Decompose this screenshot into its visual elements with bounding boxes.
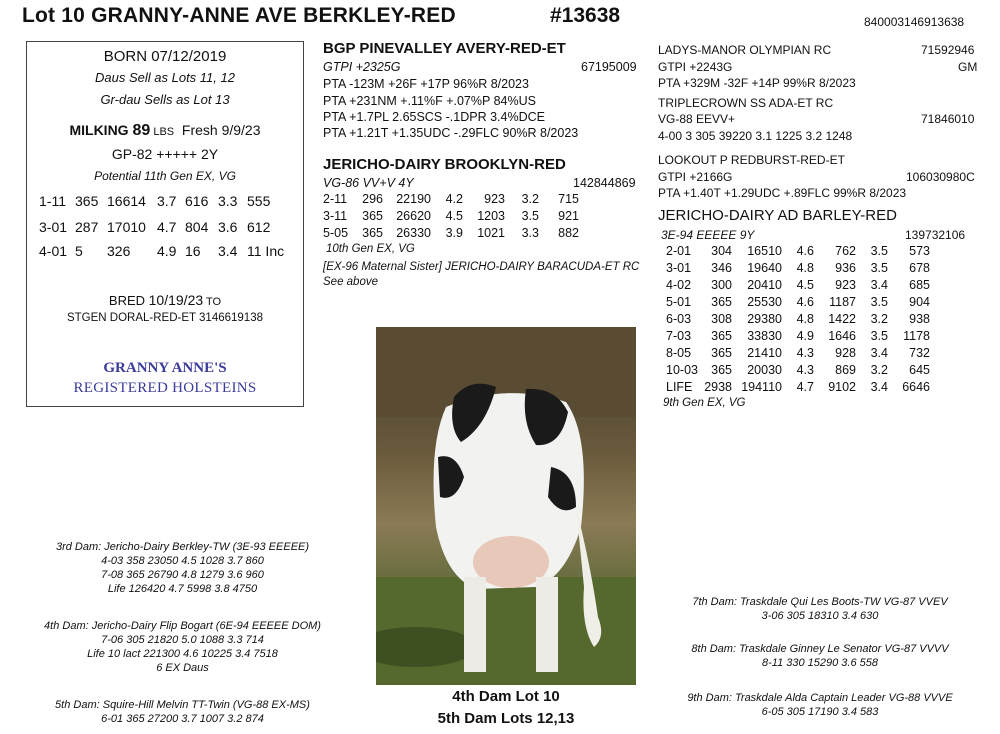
- pedigree-title: 5th Dam: Squire-Hill Melvin TT-Twin (VG-88 EX-MS): [55, 699, 310, 711]
- see-above-note: See above: [323, 276, 378, 288]
- rec-age: 3-01: [666, 261, 692, 275]
- pedigree-8th-dam: [650, 642, 990, 670]
- rec-pro: 645: [909, 363, 930, 377]
- rec-fat: 928: [835, 346, 856, 360]
- sire-gtpi: GTPI +2325G: [323, 60, 401, 74]
- pedigree-title: 4th Dam: Jericho-Dairy Flip Bogart (6E-94 EEEEE DOM): [44, 620, 321, 632]
- rec-pro-pct: 3.4: [870, 380, 888, 394]
- lot-number: #13638: [550, 4, 621, 27]
- rec-milk: 29380: [747, 312, 782, 326]
- dam-sister: [EX-96 Maternal Sister] JERICHO-DAIRY BARACUDA-ET RC: [323, 261, 640, 273]
- rec-pro-pct: 3.2: [870, 312, 888, 326]
- rec-milk: 16510: [747, 244, 782, 258]
- pedigree-line: Life 10 lact 221300 4.6 10225 3.4 7518: [87, 648, 278, 660]
- sire3-pta: PTA +1.40T +1.29UDC +.89FLC 99%R 8/2023: [658, 186, 907, 200]
- sire-pta-line: PTA +231NM +.11%F +.07%P 84%US: [323, 94, 536, 108]
- rec-pro: 6646: [902, 380, 930, 394]
- pedigree-line: 7-06 305 21820 5.0 1088 3.3 714: [101, 634, 264, 646]
- rec-pro: 612: [247, 219, 271, 235]
- record-row: [39, 193, 279, 209]
- sire2-pta: PTA +329M -32F +14P 99%R 8/2023: [658, 76, 856, 90]
- rec-days: 365: [362, 226, 383, 240]
- gdam-records: [666, 244, 930, 397]
- pedigree-line: 7-08 365 26790 4.8 1279 3.6 960: [101, 569, 264, 581]
- rec-fat-pct: 4.8: [796, 312, 814, 326]
- rec-pro: 882: [558, 226, 579, 240]
- rec-pro: 938: [909, 312, 930, 326]
- rec-fat: 9102: [828, 380, 856, 394]
- rec-fat: 1021: [477, 226, 505, 240]
- record-row: [39, 243, 293, 259]
- rec-age: 2-11: [323, 192, 348, 206]
- sire2-dam-reg: 71846010: [921, 112, 975, 126]
- brand-line-2: REGISTERED HOLSTEINS: [73, 380, 257, 396]
- rec-milk: 20410: [747, 278, 782, 292]
- rec-milk: 22190: [396, 192, 431, 206]
- rec-age: 4-01: [39, 243, 68, 259]
- rec-milk: 33830: [747, 329, 782, 343]
- rec-pro-pct: 3.2: [870, 363, 888, 377]
- milking-prefix: MILKING: [69, 122, 133, 138]
- dam-name: JERICHO-DAIRY BROOKLYN-RED: [323, 156, 566, 173]
- pedigree-title: 3rd Dam: Jericho-Dairy Berkley-TW (3E-93 EEEEE): [55, 541, 310, 553]
- bred-date: 10/19/23: [148, 292, 204, 308]
- pedigree-5th-dam: [10, 698, 355, 726]
- sire-pta-line: PTA +1.21T +1.35UDC -.29FLC 90%R 8/2023: [323, 126, 579, 140]
- sire3-name: LOOKOUT P REDBURST-RED-ET: [658, 153, 845, 167]
- rec-age: 7-03: [666, 329, 692, 343]
- sire-pta-line: PTA +1.7PL 2.65SCS -.1DPR 3.4%DCE: [323, 110, 545, 124]
- rec-fat-pct: 4.3: [796, 363, 814, 377]
- rec-fat-pct: 4.2: [445, 192, 463, 206]
- rec-milk: 19640: [747, 261, 782, 275]
- table-row: [666, 312, 930, 329]
- rec-pro: 11 Inc: [247, 243, 285, 259]
- caption-line-2: 5th Dam Lots 12,13: [437, 710, 575, 727]
- rec-pro: 715: [558, 192, 579, 206]
- lot-title: Lot 10 GRANNY-ANNE AVE BERKLEY-RED: [22, 4, 456, 27]
- sire2-gtpi: GTPI +2243G: [658, 60, 733, 74]
- pedigree-4th-dam: [10, 619, 355, 675]
- daus-note: Daus Sell as Lots 11, 12: [95, 70, 235, 85]
- rec-fat: 1422: [828, 312, 856, 326]
- rec-pro-pct: 3.4: [218, 243, 238, 259]
- rec-fat-pct: 4.8: [796, 261, 814, 275]
- rec-milk: 20030: [747, 363, 782, 377]
- pedigree-line: 3-06 305 18310 3.4 630: [761, 610, 879, 622]
- table-row: [666, 295, 930, 312]
- rec-age: 1-11: [39, 193, 66, 209]
- rec-pro-pct: 3.3: [218, 193, 238, 209]
- rec-days: 365: [711, 346, 732, 360]
- rec-days: 365: [711, 295, 732, 309]
- rec-milk: 21410: [747, 346, 782, 360]
- rec-milk: 26620: [396, 209, 431, 223]
- sire2-dam-name: TRIPLECROWN SS ADA-ET RC: [658, 96, 834, 110]
- caption-line-1: 4th Dam Lot 10: [452, 688, 560, 705]
- rec-milk: 17010: [107, 219, 146, 235]
- table-row: [323, 192, 579, 209]
- rec-fat-pct: 4.7: [157, 219, 177, 235]
- record-row: [39, 219, 279, 235]
- rec-fat-pct: 4.6: [796, 295, 814, 309]
- sire3-reg: 106030980C: [906, 170, 975, 184]
- bred-prefix: BRED: [108, 293, 149, 308]
- rec-fat-pct: 4.5: [445, 209, 463, 223]
- sire2-name: LADYS-MANOR OLYMPIAN RC: [658, 43, 832, 57]
- rec-age: 10-03: [666, 363, 698, 377]
- table-row: [666, 380, 930, 397]
- pedigree-line: Life 126420 4.7 5998 3.8 4750: [107, 583, 258, 595]
- rec-days: 300: [711, 278, 732, 292]
- milking-line: [27, 122, 303, 140]
- gdam-name: JERICHO-DAIRY AD BARLEY-RED: [658, 207, 897, 224]
- rec-pro: 904: [909, 295, 930, 309]
- table-row: [666, 329, 930, 346]
- rec-fat-pct: 4.9: [157, 243, 177, 259]
- rec-pro: 732: [909, 346, 930, 360]
- rec-fat: 923: [835, 278, 856, 292]
- pedigree-title: 9th Dam: Traskdale Alda Captain Leader VG-88 VVVE: [687, 692, 953, 704]
- grdau-note: Gr-dau Sells as Lot 13: [100, 92, 230, 107]
- milking-value: 89: [132, 122, 151, 139]
- rec-fat-pct: 4.6: [796, 244, 814, 258]
- rec-fat: 1203: [477, 209, 505, 223]
- rec-days: 2938: [704, 380, 732, 394]
- rec-days: 365: [711, 329, 732, 343]
- rec-fat: 869: [835, 363, 856, 377]
- rec-fat-pct: 4.9: [796, 329, 814, 343]
- table-row: [323, 226, 579, 243]
- gdam-gen: 9th Gen EX, VG: [663, 397, 746, 409]
- cow-photo: [376, 327, 636, 685]
- rec-days: 365: [711, 363, 732, 377]
- rec-milk: 326: [107, 243, 131, 259]
- pedigree-line: 6-05 305 17190 3.4 583: [761, 706, 879, 718]
- rec-pro-pct: 3.4: [870, 278, 888, 292]
- rec-fat: 1187: [829, 295, 856, 309]
- rec-fat: 762: [835, 244, 856, 258]
- rec-fat-pct: 3.9: [445, 226, 463, 240]
- pedigree-title: 8th Dam: Traskdale Ginney Le Senator VG-87 VVVV: [691, 643, 949, 655]
- rec-age: 2-01: [666, 244, 692, 258]
- dam-gen: 10th Gen EX, VG: [326, 243, 415, 255]
- rec-age: LIFE: [666, 380, 693, 394]
- rec-fat-pct: 4.3: [796, 346, 814, 360]
- sire2-dam-class: VG-88 EEVV+: [658, 112, 736, 126]
- sire-name: BGP PINEVALLEY AVERY-RED-ET: [323, 40, 566, 57]
- sire-reg: 67195009: [581, 60, 637, 74]
- rec-age: 5-01: [666, 295, 692, 309]
- rec-days: 308: [711, 312, 732, 326]
- dam-records: [323, 192, 579, 243]
- rec-pro-pct: 3.5: [521, 209, 539, 223]
- rec-pro-pct: 3.5: [870, 261, 888, 275]
- rec-fat: 16: [185, 243, 201, 259]
- pedigree-line: 6-01 365 27200 3.7 1007 3.2 874: [101, 713, 264, 725]
- rec-fat-pct: 4.7: [796, 380, 814, 394]
- sire-pta-line: PTA -123M +26F +17P 96%R 8/2023: [323, 77, 529, 91]
- rec-pro-pct: 3.6: [218, 219, 238, 235]
- bred-suffix: TO: [203, 296, 222, 308]
- rec-pro: 1178: [903, 329, 930, 343]
- rec-age: 4-02: [666, 278, 692, 292]
- rec-days: 287: [75, 219, 99, 235]
- pedigree-line: 4-03 358 23050 4.5 1028 3.7 860: [101, 555, 264, 567]
- brand-line-1: GRANNY ANNE'S: [103, 360, 227, 376]
- rec-age: 8-05: [666, 346, 692, 360]
- rec-fat-pct: 4.5: [796, 278, 814, 292]
- rec-pro-pct: 3.3: [521, 226, 539, 240]
- table-row: [666, 346, 930, 363]
- info-box: [26, 41, 304, 407]
- rec-fat: 936: [835, 261, 856, 275]
- sire2-reg: 71592946: [921, 43, 975, 57]
- rec-pro: 555: [247, 193, 271, 209]
- table-row: [666, 261, 930, 278]
- rec-milk: 16614: [107, 193, 146, 209]
- rec-pro: 678: [909, 261, 930, 275]
- rec-days: 5: [75, 243, 83, 259]
- rec-days: 296: [362, 192, 383, 206]
- rec-milk: 194110: [741, 380, 782, 394]
- pedigree-line: 6 EX Daus: [156, 662, 209, 674]
- rec-milk: 25530: [747, 295, 782, 309]
- potential-gen: Potential 11th Gen EX, VG: [94, 169, 236, 183]
- rec-milk: 26330: [396, 226, 431, 240]
- rec-fat: 616: [185, 193, 209, 209]
- gp-classification: GP-82 +++++ 2Y: [111, 146, 219, 162]
- table-row: [323, 209, 579, 226]
- cow-illustration: [376, 327, 636, 685]
- sire3-gtpi: GTPI +2166G: [658, 170, 733, 184]
- rec-fat: 1646: [828, 329, 856, 343]
- sire2-gm: GM: [958, 60, 978, 74]
- fresh-date: Fresh 9/9/23: [181, 122, 261, 138]
- rec-days: 365: [75, 193, 99, 209]
- rec-pro: 685: [909, 278, 930, 292]
- sire2-dam-record: 4-00 3 305 39220 3.1 1225 3.2 1248: [658, 129, 853, 143]
- rec-age: 5-05: [323, 226, 349, 240]
- table-row: [666, 244, 930, 261]
- gdam-class: 3E-94 EEEEE 9Y: [661, 228, 755, 242]
- rec-days: 346: [711, 261, 732, 275]
- rec-pro: 921: [558, 209, 579, 223]
- rec-days: 304: [711, 244, 732, 258]
- pedigree-7th-dam: [650, 595, 990, 623]
- dam-class: VG-86 VV+V 4Y: [323, 176, 414, 190]
- rec-pro-pct: 3.5: [870, 295, 888, 309]
- rec-fat-pct: 3.7: [157, 193, 177, 209]
- born-date: BORN 07/12/2019: [103, 48, 227, 65]
- rec-pro-pct: 3.5: [870, 244, 888, 258]
- milking-unit: LBS: [150, 126, 175, 138]
- pedigree-9th-dam: [650, 691, 990, 719]
- rec-pro-pct: 3.5: [870, 329, 888, 343]
- rec-pro-pct: 3.4: [870, 346, 888, 360]
- dam-reg: 142844869: [573, 176, 636, 190]
- rec-pro-pct: 3.2: [521, 192, 539, 206]
- table-row: [666, 363, 930, 380]
- rec-days: 365: [362, 209, 383, 223]
- table-row: [666, 278, 930, 295]
- rec-age: 3-11: [323, 209, 348, 223]
- bred-line: [27, 292, 303, 308]
- animal-id: 840003146913638: [864, 15, 965, 29]
- pedigree-line: 8-11 330 15290 3.6 558: [761, 657, 878, 669]
- rec-age: 3-01: [39, 219, 68, 235]
- rec-fat: 923: [484, 192, 505, 206]
- pedigree-3rd-dam: [10, 540, 355, 596]
- rec-pro: 573: [909, 244, 930, 258]
- rec-fat: 804: [185, 219, 209, 235]
- bred-to-sire: STGEN DORAL-RED-ET 3146619138: [66, 312, 263, 324]
- gdam-reg: 139732106: [905, 228, 966, 242]
- pedigree-title: 7th Dam: Traskdale Qui Les Boots-TW VG-87 VVEV: [692, 596, 948, 608]
- rec-age: 6-03: [666, 312, 692, 326]
